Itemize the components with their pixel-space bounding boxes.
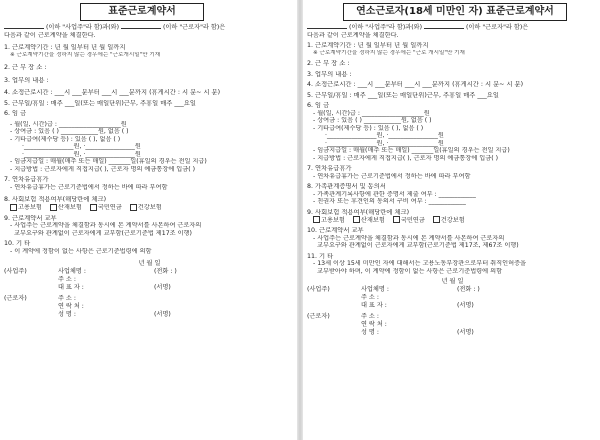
clause-detail-line: - 연차유급휴가는 근로기준법에서 정하는 바에 따라 부여함 xyxy=(10,183,168,191)
contract-clause-heading: 10. 기 타 xyxy=(4,240,31,247)
contract-clause-heading: 6. 임 금 xyxy=(4,110,27,117)
employer-row-2 xyxy=(4,276,295,284)
contract-clause-heading: 1. 근로계약기간 : 년 월 일부터 년 월 일까지 xyxy=(307,42,429,49)
worker-name-label: 성 명 : xyxy=(360,329,379,336)
insurance-option-label: 국민연금 xyxy=(97,204,122,211)
clause-detail-line: - 월(일, 시간)급 : ____________________원 xyxy=(313,109,430,117)
contract-clause-heading: 5. 근무일/휴일 : 매주 ___일(또는 매일단위)근무, 주휴일 매주 ___요일 xyxy=(307,91,499,99)
employer-business-name-label: 사업체명 : xyxy=(57,268,86,275)
clause-detail-line: - 이 계약에 정함이 없는 사항은 근로기준법령에 의함 xyxy=(10,247,152,255)
contract-clause-heading: 11. 기 타 xyxy=(307,252,334,260)
clause-note: ※ 근로계약기간을 정하지 않는 경우에는 "근로 개시일"만 기재 xyxy=(313,49,465,56)
contract-clause-heading: 1. 근로계약기간 : 년 월 일부터 년 월 일까지 xyxy=(4,44,126,51)
employer-party-label: (사업주) xyxy=(307,286,330,293)
contract-clause-heading: 6. 임 금 xyxy=(307,102,330,109)
worker-contact-label: 연 락 처 : xyxy=(360,321,387,328)
clause-detail-line: - 상여금 : 있음 ( ) ____________원, 없음 ( ) xyxy=(10,128,129,135)
employer-row-1 xyxy=(307,286,598,294)
clause-detail-line: ·________________원, ·________________원 xyxy=(325,139,444,147)
contract-clause-heading: 10. 근로계약서 교부 xyxy=(307,227,364,234)
contract-clause-heading: 4. 소정근로시간 : ___시 ___분부터 ___시 ___분까지 (휴게시간 : 시 분~ 시 분) xyxy=(307,81,524,88)
employer-phone-label: (전화 : ) xyxy=(154,268,177,275)
contract-clause-heading: 8. 사회보험 적용여부(해당란에 체크) xyxy=(4,196,107,203)
contract-clause-heading: 2. 근 무 장 소 : xyxy=(4,64,47,71)
clause-detail-line: 교부요구와 관계없이 근로자에게 교부함(근로기준법 제17조 이행) xyxy=(14,229,192,237)
insurance-option-label: 고용보험 xyxy=(321,216,345,224)
employer-signature[interactable]: (서명) xyxy=(154,284,171,291)
clause-detail-line: - 기타급여(제수당 등) : 있음 ( ), 없음 ( ) xyxy=(10,135,121,143)
clause-detail-line: - 사업주는 근로계약을 체결함과 동시에 본 계약서를 사본하여 근로자의 xyxy=(10,222,202,229)
insurance-checkbox[interactable] xyxy=(433,216,440,223)
contract-clause-heading: 7. 연차유급휴가 xyxy=(4,176,49,183)
worker-address-label: 주 소 : xyxy=(360,313,379,320)
clause-detail-line: 교부요구와 관계없이 근로자에게 교부함(근로기준법 제17조, 제67조 이행) xyxy=(317,242,519,249)
clause-detail-line: ·________________원, ·________________원 xyxy=(325,132,444,139)
insurance-option-label: 고용보험 xyxy=(18,204,42,211)
clause-detail-line: ·________________원, ·________________원 xyxy=(22,150,141,158)
contract-items xyxy=(307,42,598,275)
clause-detail-line: - 지급방법 : 근로자에게 직접지급( ), 근로자 명의 예금통장에 입금( ) xyxy=(10,165,196,173)
insurance-checkbox[interactable] xyxy=(50,204,57,211)
social-insurance-checkboxes xyxy=(307,216,598,224)
employer-address-label: 주 소 : xyxy=(57,276,76,283)
worker-row-3 xyxy=(307,329,598,337)
employer-name-blank[interactable] xyxy=(307,22,347,29)
clause-detail-line: 교부받아야 하며, 이 계약에 정함이 없는 사항은 근로기준법령에 의함 xyxy=(317,267,503,275)
contract-date: 년 월 일 xyxy=(441,278,464,285)
clause-detail-line: - 지급방법 : 근로자에게 직접지급( ), 근로자 명의 예금통장에 입금( ) xyxy=(313,154,499,162)
employer-party-label: (사업주) xyxy=(4,268,27,275)
clause-detail-line: - 월(일, 시간)급 : ____________________원 xyxy=(10,120,127,128)
employer-row-1 xyxy=(4,268,295,276)
worker-address-label: 주 소 : xyxy=(57,295,76,302)
insurance-checkbox[interactable] xyxy=(130,204,137,211)
contract-clause-heading: 9. 근로계약서 교부 xyxy=(4,214,57,222)
insurance-checkbox[interactable] xyxy=(353,216,360,223)
employer-phone-label: (전화 : ) xyxy=(457,286,480,293)
document-title: 연소근로자(18세 미만인 자) 표준근로계약서 xyxy=(343,3,567,21)
worker-row-3 xyxy=(4,311,295,319)
contract-clause-heading: 3. 업무의 내용 : xyxy=(4,76,49,84)
intro-employer-text: (이하 "사업주"라 함)과(와) xyxy=(348,24,423,31)
worker-row-2 xyxy=(4,303,295,311)
employer-row-3 xyxy=(307,302,598,310)
clause-detail-line: - 13세 이상 15세 미만인 자에 대해서는 고용노동부장관으로부터 취직인허증을 xyxy=(313,260,527,267)
intro-line-2: 다음과 같이 근로계약을 체결한다. xyxy=(4,31,96,39)
employer-representative-label: 대 표 자 : xyxy=(360,302,387,309)
social-insurance-checkboxes xyxy=(4,204,295,212)
worker-party-label: (근로자) xyxy=(4,295,27,302)
intro-worker-text: (이하 "근로자"라 함)은 xyxy=(465,24,529,31)
insurance-checkbox[interactable] xyxy=(10,204,17,211)
clause-detail-line: - 친권자 또는 후견인의 동의서 구비 여부 : ____________ xyxy=(313,198,466,205)
employer-name-blank[interactable] xyxy=(4,22,44,29)
employer-business-name-label: 사업체명 : xyxy=(360,286,389,293)
intro-worker-text: (이하 "근로자"라 함)은 xyxy=(162,24,226,31)
clause-detail-line: ·________________원, ·________________원 xyxy=(22,143,141,150)
signature-block xyxy=(307,277,598,337)
intro-line xyxy=(4,22,295,32)
contract-clause-heading: 7. 연차유급휴가 xyxy=(307,165,352,172)
insurance-checkbox[interactable] xyxy=(393,216,400,223)
worker-party-label: (근로자) xyxy=(307,313,330,320)
clause-detail-line: - 상여금 : 있음 ( ) ____________원, 없음 ( ) xyxy=(313,117,432,124)
insurance-checkbox[interactable] xyxy=(313,216,320,223)
worker-name-blank[interactable] xyxy=(121,22,161,29)
intro-employer-text: (이하 "사업주"라 함)과(와) xyxy=(45,24,120,31)
insurance-option-label: 산재보험 xyxy=(360,216,385,224)
insurance-option-label: 산재보험 xyxy=(57,204,82,211)
contract-clause-heading: 4. 소정근로시간 : ___시 ___분부터 ___시 ___분까지 (휴게시간 : 시 분~ 시 분) xyxy=(4,89,221,96)
employer-signature[interactable]: (서명) xyxy=(457,302,474,309)
insurance-checkbox[interactable] xyxy=(90,204,97,211)
intro-line xyxy=(307,22,598,32)
contract-clause-heading: 9. 사회보험 적용여부(해당란에 체크) xyxy=(307,208,410,216)
employer-representative-label: 대 표 자 : xyxy=(57,284,84,291)
worker-row-1 xyxy=(4,295,295,303)
employer-row-3 xyxy=(4,284,295,292)
contract-clause-heading: 2. 근 무 장 소 : xyxy=(307,60,350,67)
clause-detail-line: - 연차유급휴가는 근로기준법에서 정하는 바에 따라 부여함 xyxy=(313,172,471,180)
employer-row-2 xyxy=(307,294,598,302)
worker-row-1 xyxy=(307,313,598,321)
clause-detail-line: - 가족관계기록사항에 관한 증명서 제출 여부 : ____________ xyxy=(313,190,476,198)
worker-row-2 xyxy=(307,321,598,329)
intro-line-2: 다음과 같이 근로계약을 체결한다. xyxy=(307,31,399,39)
contract-body xyxy=(4,22,295,319)
contract-items xyxy=(4,44,295,255)
contract-page-standard xyxy=(0,0,297,440)
contract-date: 년 월 일 xyxy=(138,260,161,267)
document-title: 표준근로계약서 xyxy=(80,3,204,21)
contract-clause-heading: 8. 가족관계증명서 및 동의서 xyxy=(307,183,386,190)
clause-detail-line: - 기타급여(제수당 등) : 있음 ( ), 없음 ( ) xyxy=(313,124,424,132)
clause-detail-line: - 사업주는 근로계약을 체결함과 동시에 본 계약서를 사본하여 근로자의 xyxy=(313,234,505,242)
employer-address-label: 주 소 : xyxy=(360,294,379,301)
worker-contact-label: 연 락 처 : xyxy=(57,303,84,310)
worker-name-label: 성 명 : xyxy=(57,311,76,318)
clause-note: ※ 근로계약기간을 정하지 않는 경우에는 "근로개시일"만 기재 xyxy=(10,51,161,58)
contract-body xyxy=(307,22,598,337)
worker-signature[interactable]: (서명) xyxy=(154,311,171,318)
signature-block xyxy=(4,259,295,319)
clause-detail-line: - 임금지급일 : 매월(매주 또는 매일) _______일(휴일의 경우는 전일 지급) xyxy=(313,147,510,154)
contract-page-minor xyxy=(303,0,600,440)
insurance-option-label: 국민연금 xyxy=(400,216,425,224)
contract-clause-heading: 5. 근무일/휴일 : 매주 ___일(또는 매일단위)근무, 주휴일 매주 ___요일 xyxy=(4,99,196,107)
insurance-option-label: 건강보험 xyxy=(137,204,162,211)
worker-name-blank[interactable] xyxy=(424,22,464,29)
insurance-option-label: 건강보험 xyxy=(440,216,465,224)
contract-clause-heading: 3. 업무의 내용 : xyxy=(307,70,352,78)
worker-signature[interactable]: (서명) xyxy=(457,329,474,336)
clause-detail-line: - 임금지급일 : 매월(매주 또는 매일) _______일(휴일의 경우는 전일 지급) xyxy=(10,158,207,165)
